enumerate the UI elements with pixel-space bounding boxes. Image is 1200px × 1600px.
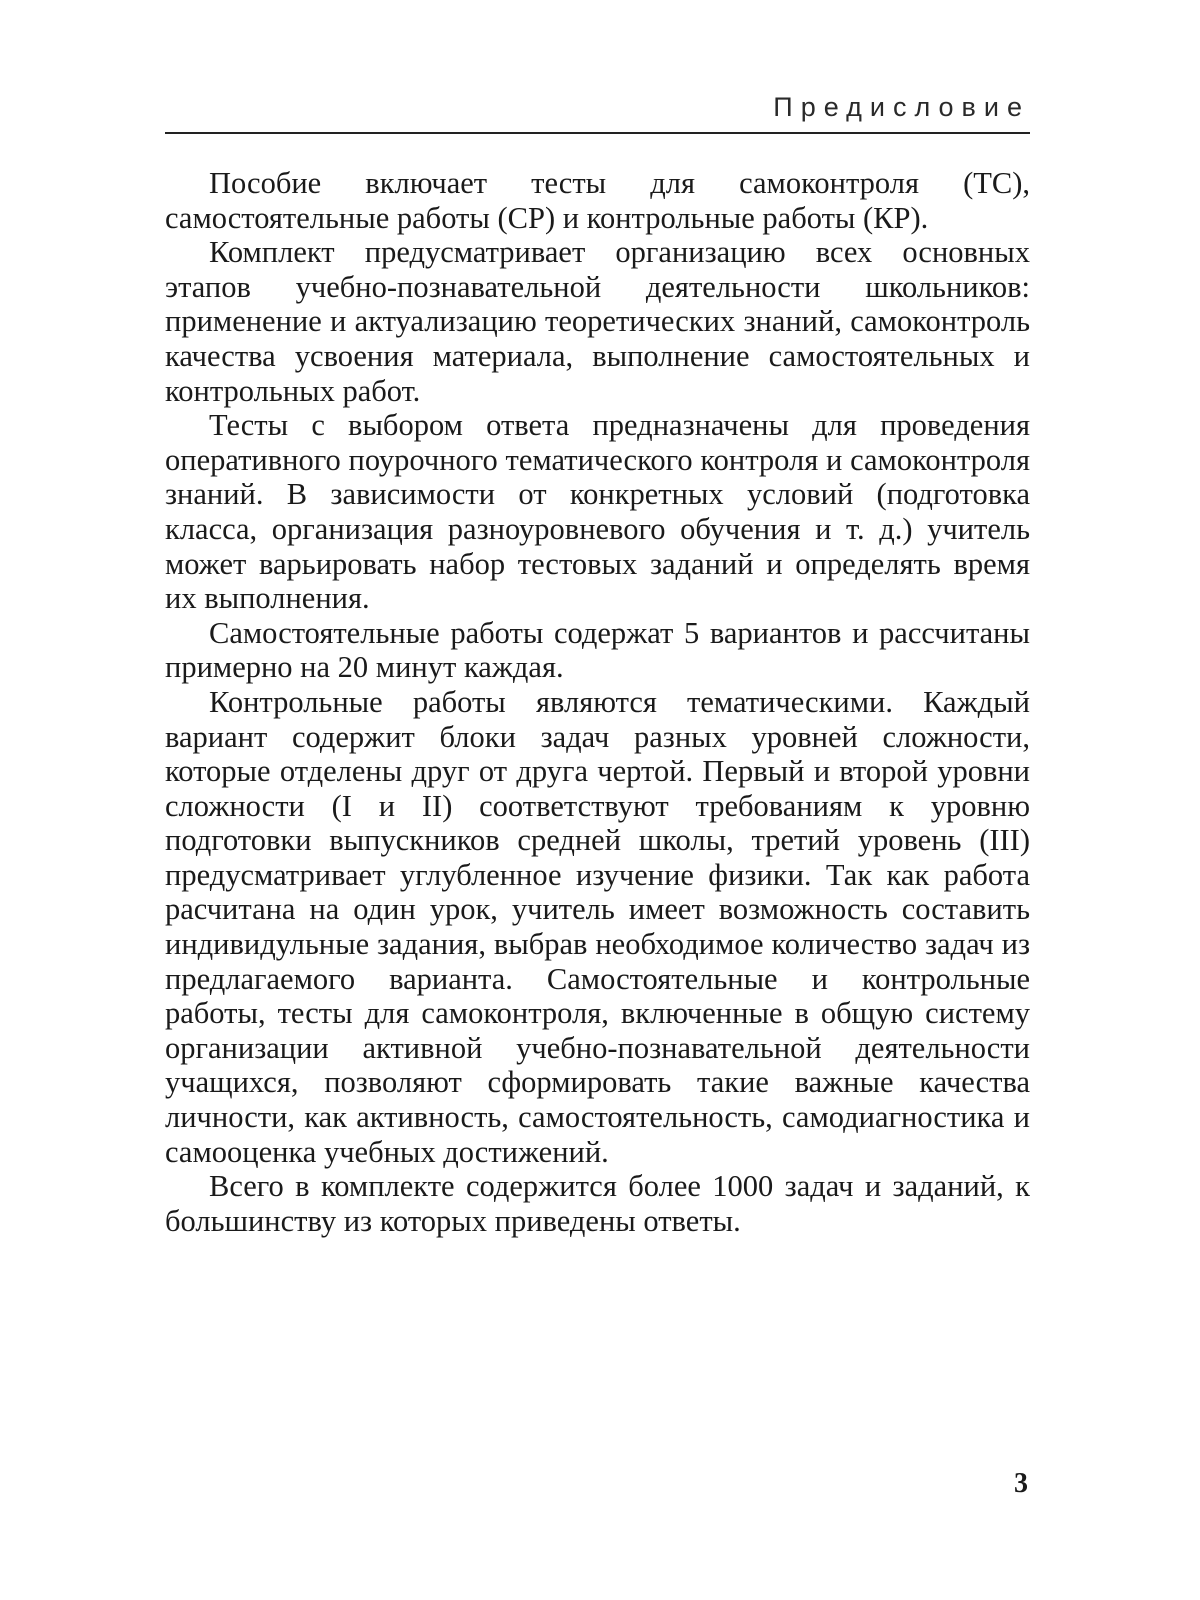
- paragraph-independent-works: Самостоятельные работы содержат 5 вариантов и рассчитаны примерно на 20 минут каждая.: [165, 615, 1030, 685]
- paragraph-stages: Комплект предусматривает организацию всех основных этапов учебно-познавательной деятельности школьников: применение и актуализацию теоретических знаний, самоконтроль качества усвоения материала, выполнение самостоятельных и контрольных работ.: [165, 235, 1030, 408]
- paragraph-contents: Пособие включает тесты для самоконтроля (ТС), самостоятельные работы (СР) и контрольные работы (КР).: [165, 166, 1030, 235]
- paragraph-total: Всего в комплекте содержится более 1000 задач и заданий, к большинству из которых приведены ответы.: [165, 1169, 1030, 1238]
- section-title: Предисловие: [773, 92, 1030, 122]
- preface-body: [165, 166, 1030, 1238]
- paragraph-tests: Тесты с выбором ответа предназначены для проведения оперативного поурочного тематического контроля и самоконтроля знаний. В зависимости от конкретных условий (подготовка класса, организация разноуровневого обучения и т. д.) учитель может варьировать набор тестовых заданий и определять время их выполнения.: [165, 408, 1030, 616]
- paragraph-control-works: Контрольные работы являются тематическими. Каждый вариант содержит блоки задач разных уровней сложности, которые отделены друг от друга чертой. Первый и второй уровни сложности (I и II) соответствуют требованиям к уровню подготовки выпускников средней школы, третий уровень (III) предусматривает углубленное изучение физики. Так как работа расчитана на один урок, учитель имеет возможность составить индивидульные задания, выбрав необходимое количество задач из предлагаемого варианта. Самостоятельные и контрольные работы, тесты для самоконтроля, включенные в общую систему организации активной учебно-познавательной деятельности учащихся, позволяют сформировать такие важные качества личности, как активность, самостоятельность, самодиагностика и самооценка учебных достижений.: [165, 684, 1030, 1169]
- running-header: [165, 88, 1030, 134]
- page-number: 3: [1014, 1468, 1028, 1499]
